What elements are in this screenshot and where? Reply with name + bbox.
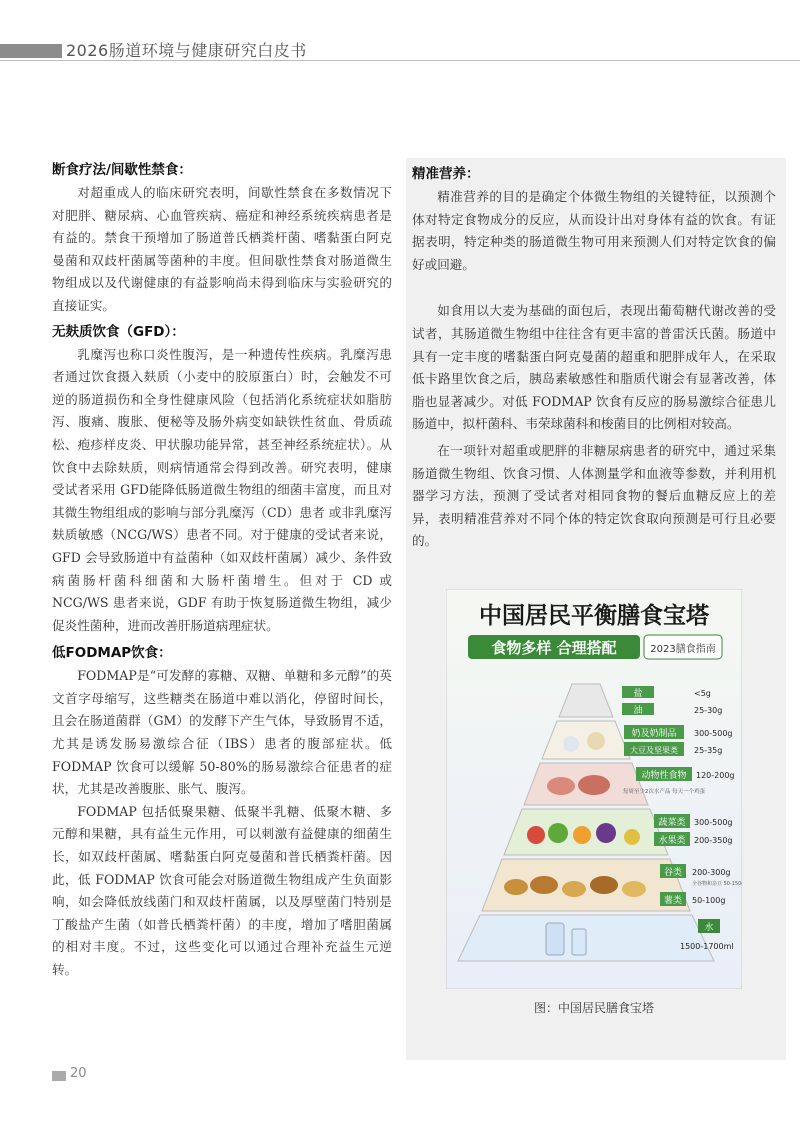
water-amount: 1500-1700ml <box>680 941 734 951</box>
soy-label: 大豆及坚果类 <box>630 745 678 755</box>
tuber-label: 薯类 <box>663 895 683 906</box>
animal-label: 动物性食物 <box>641 770 687 781</box>
figure-caption: 图：中国居民膳食宝塔 <box>533 1000 654 1015</box>
salt-amount: <5g <box>694 688 711 698</box>
water-label: 水 <box>704 922 714 933</box>
footer-marker <box>52 1071 66 1081</box>
tuber-amount: 50-100g <box>692 895 726 905</box>
paragraph-precision-2: 如食用以大麦为基础的面包后，表现出葡萄糖代谢改善的受试者，其肠道微生物组中往往含有更丰富的普雷沃氏菌。肠道中具有一定丰度的嗜黏蛋白阿克曼菌的超重和肥胖成年人，在采取低卡路里饮食之后，胰岛素敏感性和脂质代谢会有显著改善，体脂也显著减少。对低 FODMAP 饮食有反应的肠易激综合征患儿肠道中，拟杆菌科、韦荣球菌科和梭菌目的比例相对较高。 <box>412 303 776 432</box>
precision-nutrition-panel <box>406 158 786 1060</box>
section-title-gfd: 无麸质饮食（GFD）： <box>52 323 185 340</box>
grain-note: 全谷物和杂豆 50-150g <box>692 880 742 887</box>
animal-note: 每周至少2次水产品 每天一个鸡蛋 <box>622 788 706 795</box>
pyramid-subtitle: 食物多样 合理搭配 <box>491 638 617 657</box>
paragraph-precision-3: 在一项针对超重或肥胖的非糖尿病患者的研究中，通过采集肠道微生物组、饮食习惯、人体测量学和血液等参数，并利用机器学习方法，预测了受试者对相同食物的餐后血糖反应上的差异，表明精准营养对不同个体的特定饮食取向预测是可行且必要的。 <box>412 442 776 549</box>
food-pyramid-graphic <box>446 589 742 989</box>
right-column <box>406 158 786 1060</box>
header-rule <box>0 60 800 61</box>
paragraph-fodmap-2: FODMAP 包括低聚果糖、低聚半乳糖、低聚木糖、多元醇和果糖，具有益生元作用，可以刺激有益健康的细菌生长，如双歧杆菌属、嗜黏蛋白阿克曼菌和普氏栖粪杆菌。因此，低 FODMAP 饮食可能会对肠道微生物组成产生负面影响，如会降低放线菌门和双歧杆菌属，以及厚壁菌门特别是丁酸盐产生菌（如普氏栖粪杆菌）的丰度，增加了嗜胆菌属的相对丰度。不过，这些变化可以通过合理补充益生元逆转。 <box>52 803 392 977</box>
veg-amount: 300-500g <box>694 817 733 827</box>
grain-amount: 200-300g <box>692 867 731 877</box>
salt-label: 盐 <box>633 688 643 699</box>
grain-label: 谷类 <box>663 867 683 878</box>
oil-label: 油 <box>633 705 643 716</box>
running-header: 2026肠道环境与健康研究白皮书 <box>66 41 307 60</box>
pyramid-guide: 2023膳食指南 <box>650 643 716 655</box>
paragraph-fodmap-1: FODMAP是“可发酵的寡糖、双糖、单糖和多元醇”的英文首字母缩写，这些糖类在肠道中难以消化，停留时间长，且会在肠道菌群（GM）的发酵下产生气体，导致肠胃不适，尤其是诱发肠易激综合征（IBS）患者的腹部症状。低 FODMAP 饮食可以缓解 50-80%的肠易激综合征患者的症状，尤其是改善腹胀、胀气、腹泻。 <box>52 668 392 797</box>
pyramid-title: 中国居民平衡膳食宝塔 <box>479 602 709 629</box>
fruit-amount: 200-350g <box>694 835 733 845</box>
food-pyramid-figure <box>446 589 742 989</box>
veg-label: 蔬菜类 <box>658 817 686 828</box>
dairy-label: 奶及奶制品 <box>631 728 677 739</box>
animal-amount: 120-200g <box>696 770 735 780</box>
header-bar <box>0 44 62 58</box>
section-title-fodmap: 低FODMAP饮食： <box>52 645 172 662</box>
section-title-precision: 精准营养： <box>412 166 480 182</box>
paragraph-fasting: 对超重成人的临床研究表明，间歇性禁食在多数情况下对肥胖、糖尿病、心血管疾病、癌症和神经系统疾病患者是有益的。禁食干预增加了肠道普氏栖粪杆菌、嗜黏蛋白阿克曼菌和双歧杆菌属等菌种的丰度。但间歇性禁食对肠道微生物组成以及代谢健康的有益影响尚未得到临床与实验研究的直接证实。 <box>52 185 392 313</box>
paragraph-gfd: 乳糜泻也称口炎性腹泻，是一种遗传性疾病。乳糜泻患者通过饮食摄入麸质（小麦中的胶原蛋白）时，会触发不可逆的肠道损伤和全身性健康风险（包括消化系统症状如脂肪泻、腹痛、腹胀、便秘等及肠外病变如缺铁性贫血、骨质疏松、疱疹样皮炎、甲状腺功能异常，甚至神经系统症状）。从饮食中去除麸质，则病情通常会得到改善。研究表明，健康受试者采用 GFD能降低肠道微生物组的细菌丰富度，而且对其微生物组组成的影响与部分乳糜泻（CD）患者 或非乳糜泻麸质敏感（NCG/WS）患者不同。对于健康的受试者来说，GFD 会导致肠道中有益菌种（如双歧杆菌属）减少、条件致病菌肠杆菌科细菌和大肠杆菌增生。但对于 CD 或 NCG/WS 患者来说，GDF 有助于恢复肠道微生物组，减少促炎性菌种，进而改善肝肠道病理症状。 <box>52 346 392 633</box>
section-title-fasting: 断食疗法/间歇性禁食： <box>52 162 192 178</box>
dairy-amount: 300-500g <box>694 728 733 738</box>
paragraph-precision-1: 精准营养的目的是确定个体微生物组的关键特征，以预测个体对特定食物成分的反应，从而设计出对身体有益的饮食。有证据表明，特定种类的肠道微生物可用来预测人们对特定饮食的偏好或回避。 <box>412 189 776 272</box>
fruit-label: 水果类 <box>658 835 686 846</box>
page-number: 20 <box>70 1066 87 1081</box>
left-column <box>52 158 392 982</box>
oil-amount: 25-30g <box>694 705 723 715</box>
soy-amount: 25-35g <box>694 745 723 755</box>
